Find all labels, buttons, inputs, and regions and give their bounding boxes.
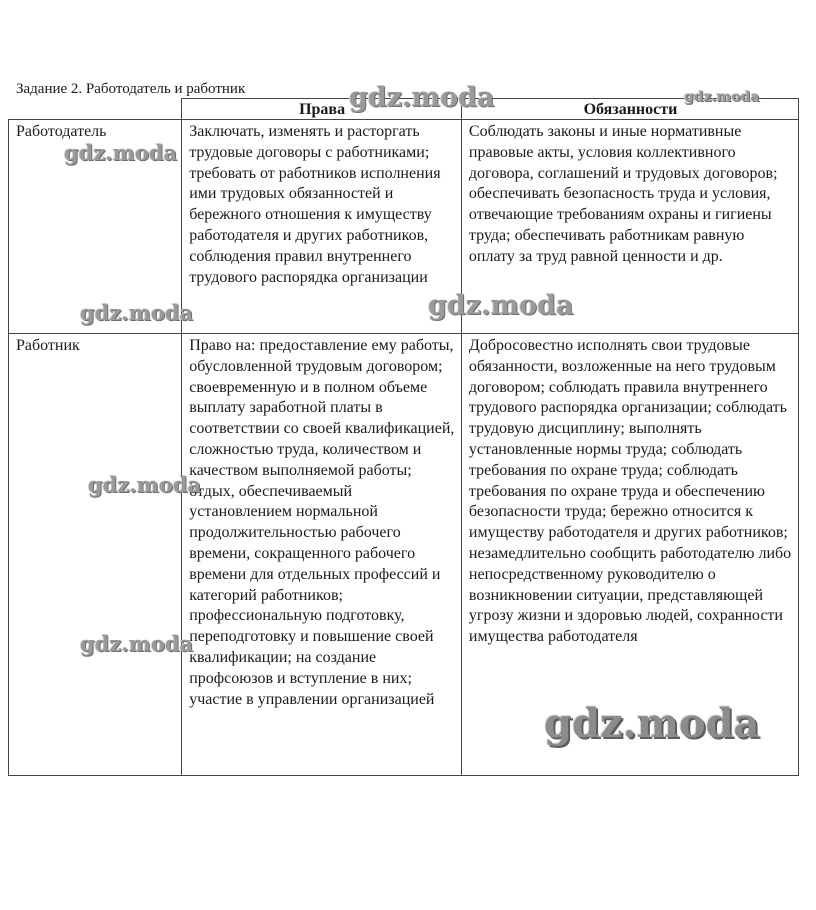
task-caption: Задание 2. Работодатель и работник — [16, 81, 246, 97]
role-cell-employee: Работник — [9, 334, 182, 776]
watermark-text: gdz.moda — [684, 89, 760, 105]
header-duties: Обязанности — [461, 99, 798, 120]
table-row — [9, 334, 799, 776]
rights-duties-table — [8, 98, 799, 776]
rights-cell-employer: Заключать, изменять и расторгать трудовые договоры с работниками; требовать от работников исполнения ими трудовых обязанностей и бережного отношения к имуществу работодателя и других работников, соблюдения правил внутреннего трудового распорядка организации — [182, 120, 462, 334]
watermark-text: gdz.moda — [349, 82, 495, 113]
duties-cell-employer: Соблюдать законы и иные нормативные правовые акты, условия коллективного договора, соглашений и трудовых договоров; обеспечивать безопасность труда и условия, отвечающие требованиям охраны и гигиены труда; обеспечивать работникам равную оплату за труд равной ценности и др. — [461, 120, 798, 334]
watermark-text: gdz.moda — [428, 290, 574, 321]
watermark-text: gdz.moda — [88, 472, 202, 497]
watermark-text: gdz.moda — [544, 700, 760, 747]
watermark-text: gdz.moda — [64, 140, 178, 165]
table-row — [9, 120, 799, 334]
header-rights: Права — [182, 99, 462, 120]
table-header-row — [9, 99, 799, 120]
duties-cell-employee: Добросовестно исполнять свои трудовые обязанности, возложенные на него трудовым договором; соблюдать правила внутреннего трудового распорядка организации; соблюдать трудовую дисциплину; выполнять установленные нормы труда; соблюдать требования по охране труда; соблюдать требования по охране труда и обеспечению безопасности труда; бережно относится к имуществу работодателя и других работников; незамедлительно сообщить работодателю либо непосредственному руководителю о возникновении ситуации, представляющей угрозу жизни и здоровью людей, сохранности имущества работодателя — [461, 334, 798, 776]
role-cell-employer: Работодатель — [9, 120, 182, 334]
watermark-text: gdz.moda — [80, 300, 194, 325]
header-empty-cell — [9, 99, 182, 120]
rights-cell-employee: Право на: предоставление ему работы, обусловленной трудовым договором; своевременную и в полном объеме выплату заработной платы в соответствии со своей квалификацией, сложностью труда, количеством и качеством выполняемой работы; отдых, обеспечиваемый установлением нормальной продолжительностью рабочего времени, сокращенного рабочего времени для отдельных профессий и категорий работников; профессиональную подготовку, переподготовку и повышение своей квалификации; на создание профсоюзов и вступление в них; участие в управлении организацией — [182, 334, 462, 776]
watermark-text: gdz.moda — [80, 631, 194, 656]
